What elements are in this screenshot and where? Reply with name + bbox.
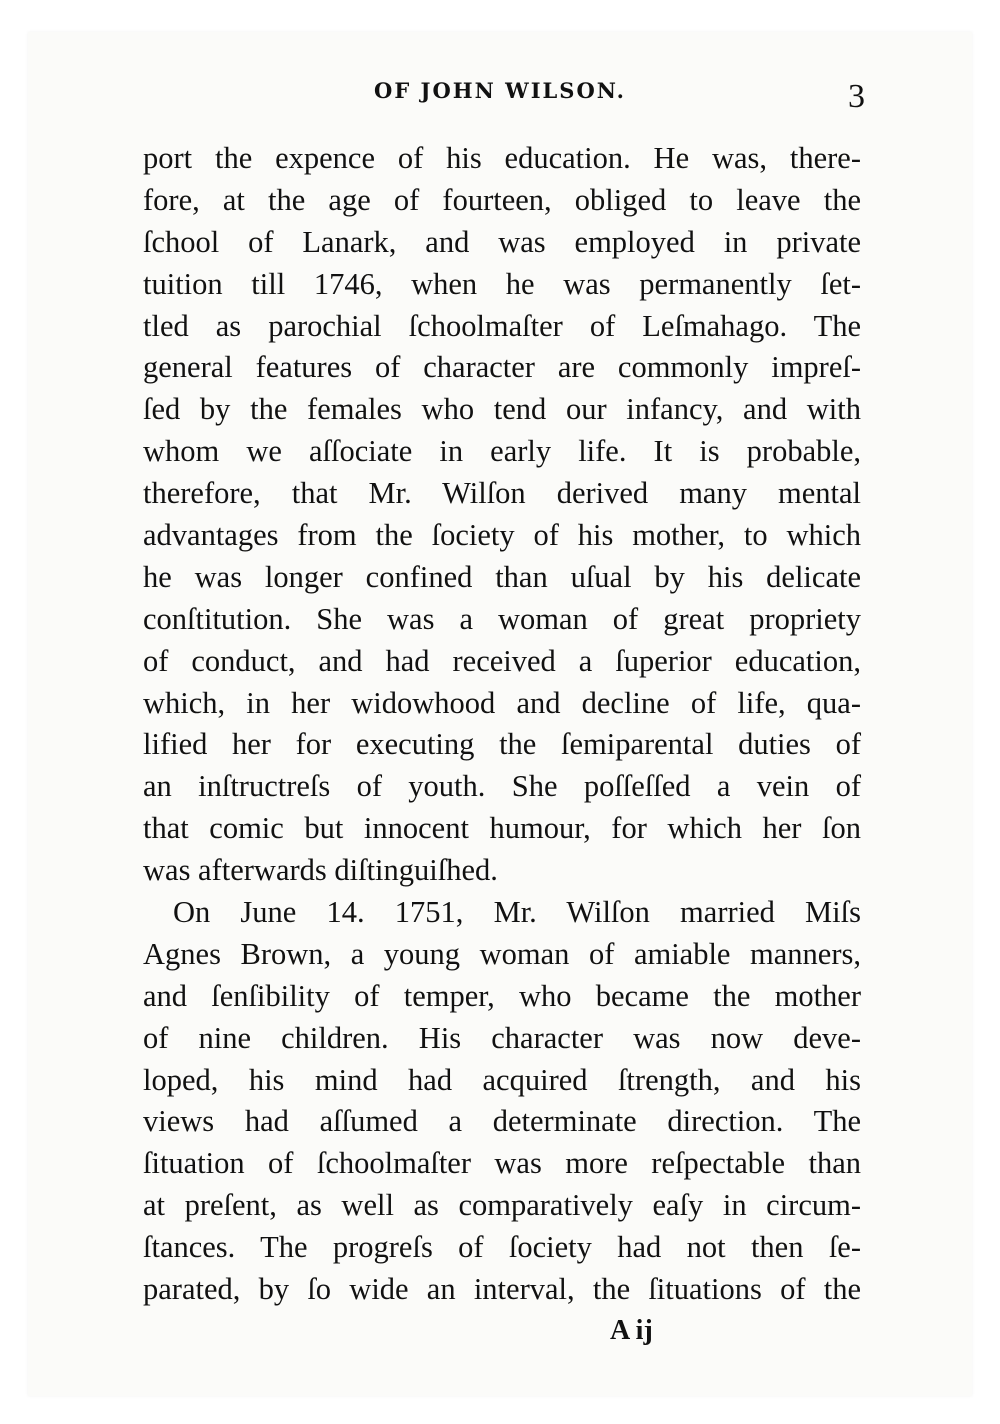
running-head: OF JOHN WILSON.	[374, 78, 626, 103]
text-line: ſtances. The progreſs of ſociety had not then ſe-	[143, 1230, 861, 1265]
paragraph	[143, 138, 861, 892]
text-line: tuition till 1746, when he was permanently ſet-	[143, 266, 861, 301]
text-line: conſtitution. She was a woman of great propriety	[143, 601, 861, 636]
text-line: lified her for executing the ſemiparental duties of	[143, 727, 861, 762]
text-line: advantages from the ſociety of his mother, to which	[143, 518, 861, 553]
text-line: ſchool of Lanark, and was employed in private	[143, 224, 861, 259]
text-line: Agnes Brown, a young woman of amiable manners,	[143, 936, 861, 971]
text-line: loped, his mind had acquired ſtrength, and his	[143, 1062, 861, 1097]
text-line: therefore, that Mr. Wilſon derived many mental	[143, 476, 861, 511]
text-line: tled as parochial ſchoolmaſter of Leſmahago. The	[143, 308, 861, 343]
text-line: and ſenſibility of temper, who became the mother	[143, 978, 861, 1013]
text-line: was afterwards diſtinguiſhed.	[143, 853, 498, 888]
text-line: of nine children. His character was now deve-	[143, 1020, 861, 1055]
text-line: parated, by ſo wide an interval, the ſituations of the	[143, 1272, 861, 1307]
text-line: an inſtructreſs of youth. She poſſeſſed a vein of	[143, 769, 861, 804]
text-line: fore, at the age of fourteen, obliged to leave the	[143, 182, 861, 217]
text-line: ſed by the females who tend our infancy, and with	[143, 392, 861, 427]
text-line: general features of character are commonly impreſ-	[143, 350, 861, 385]
text-line: which, in her widowhood and decline of life, qua-	[143, 685, 861, 720]
body-text	[143, 138, 861, 1311]
text-line: On June 14. 1751, Mr. Wilſon married Miſs	[173, 895, 861, 930]
text-line: at preſent, as well as comparatively eaſy in circum-	[143, 1188, 861, 1223]
text-line: views had aſſumed a determinate direction. The	[143, 1104, 861, 1139]
page-number: 3	[848, 78, 865, 115]
paragraph	[143, 892, 861, 1311]
text-line: port the expence of his education. He was, there-	[143, 141, 861, 175]
text-line: that comic but innocent humour, for which her ſon	[143, 811, 861, 846]
text-line: whom we aſſociate in early life. It is probable,	[143, 434, 861, 469]
text-line: he was longer confined than uſual by his delicate	[143, 559, 861, 594]
text-line: ſituation of ſchoolmaſter was more reſpectable than	[143, 1146, 861, 1181]
text-line: of conduct, and had received a ſuperior education,	[143, 643, 861, 678]
signature-mark: A ij	[610, 1315, 653, 1346]
